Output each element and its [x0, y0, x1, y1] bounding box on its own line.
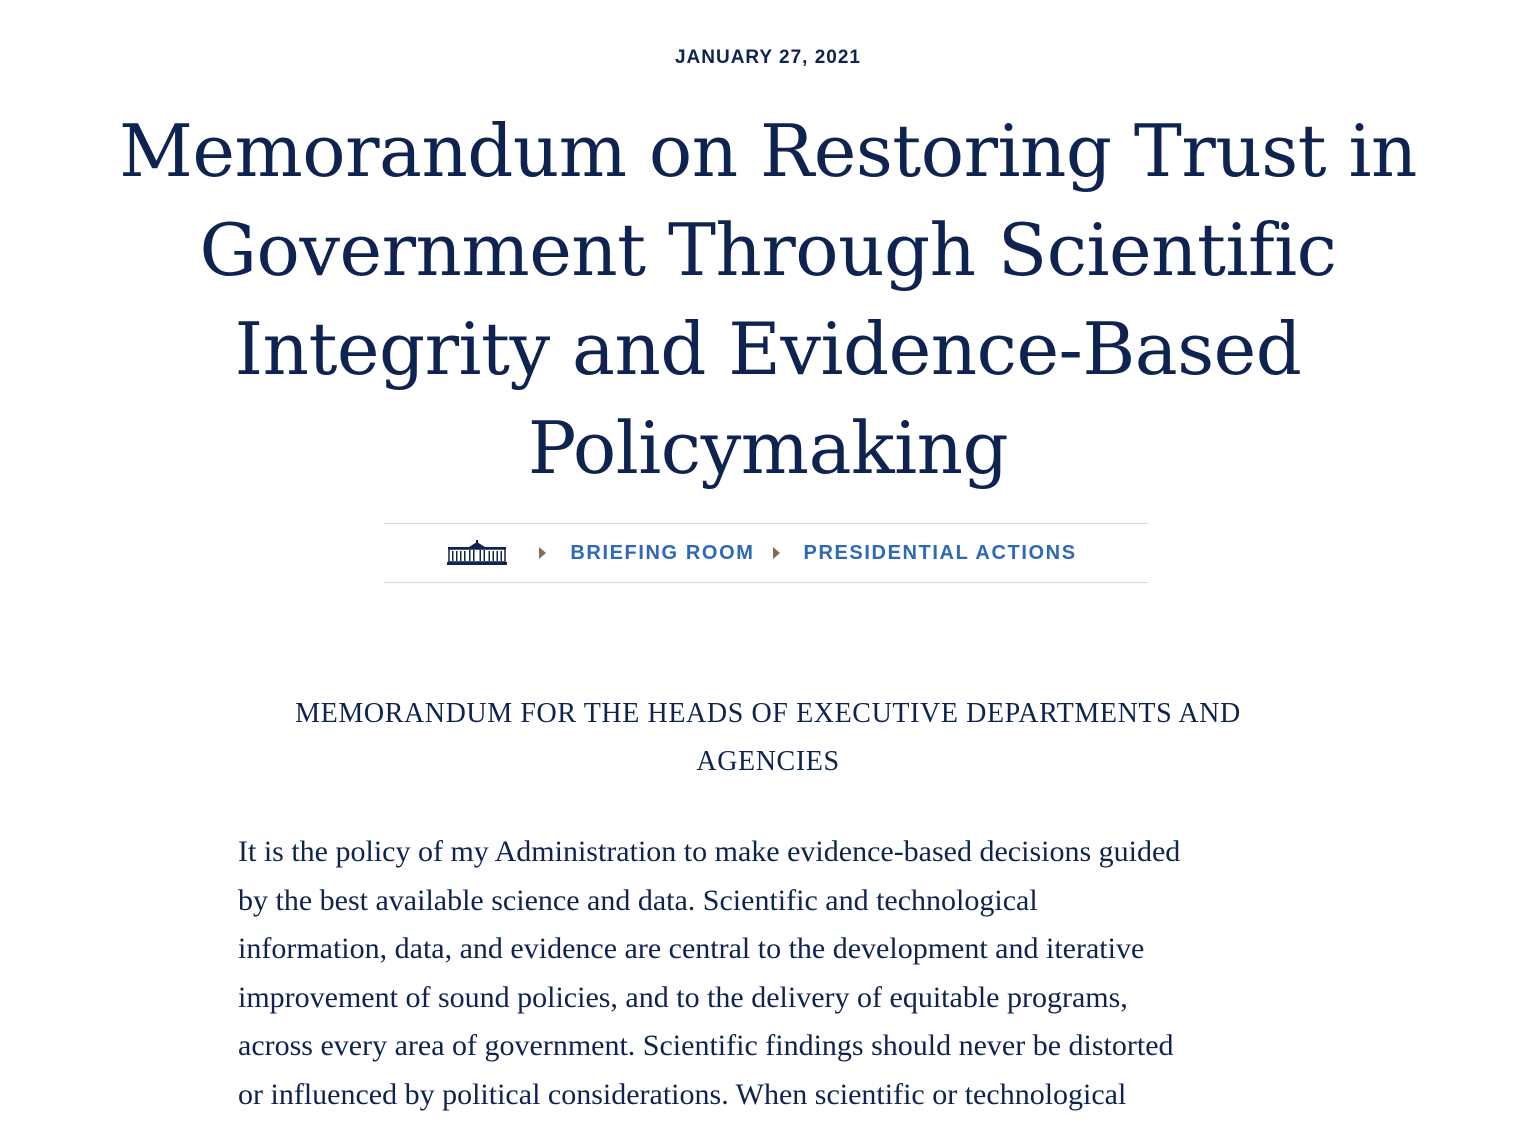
body-paragraph — [238, 828, 1302, 1119]
body-line: by the best available science and data. Scientific and technological — [238, 883, 1038, 917]
breadcrumb-briefing-room[interactable]: BRIEFING ROOM — [570, 541, 755, 564]
memo-heading: MEMORANDUM FOR THE HEADS OF EXECUTIVE DEPARTMENTS AND AGENCIES — [295, 698, 1241, 777]
body-line: information, data, and evidence are central to the development and iterative — [238, 932, 1145, 965]
caret-right-icon — [773, 547, 780, 559]
publish-date: JANUARY 27, 2021 — [674, 47, 862, 68]
breadcrumb — [384, 523, 1148, 583]
body-line: across every area of government. Scientific findings should never be distorted — [238, 1029, 1174, 1062]
white-house-icon[interactable] — [447, 540, 507, 566]
caret-right-icon — [539, 547, 546, 559]
breadcrumb-presidential-actions[interactable]: PRESIDENTIAL ACTIONS — [803, 541, 1077, 564]
body-line: or influenced by political considerations. When scientific or technological — [238, 1077, 1127, 1111]
body-line: improvement of sound policies, and to the delivery of equitable programs, — [238, 980, 1128, 1014]
page-title: Memorandum on Restoring Trust in Government Through Scientific Integrity and Evidence-Based Policymaking — [119, 109, 1417, 490]
body-line: It is the policy of my Administration to make evidence-based decisions guided — [238, 835, 1181, 868]
